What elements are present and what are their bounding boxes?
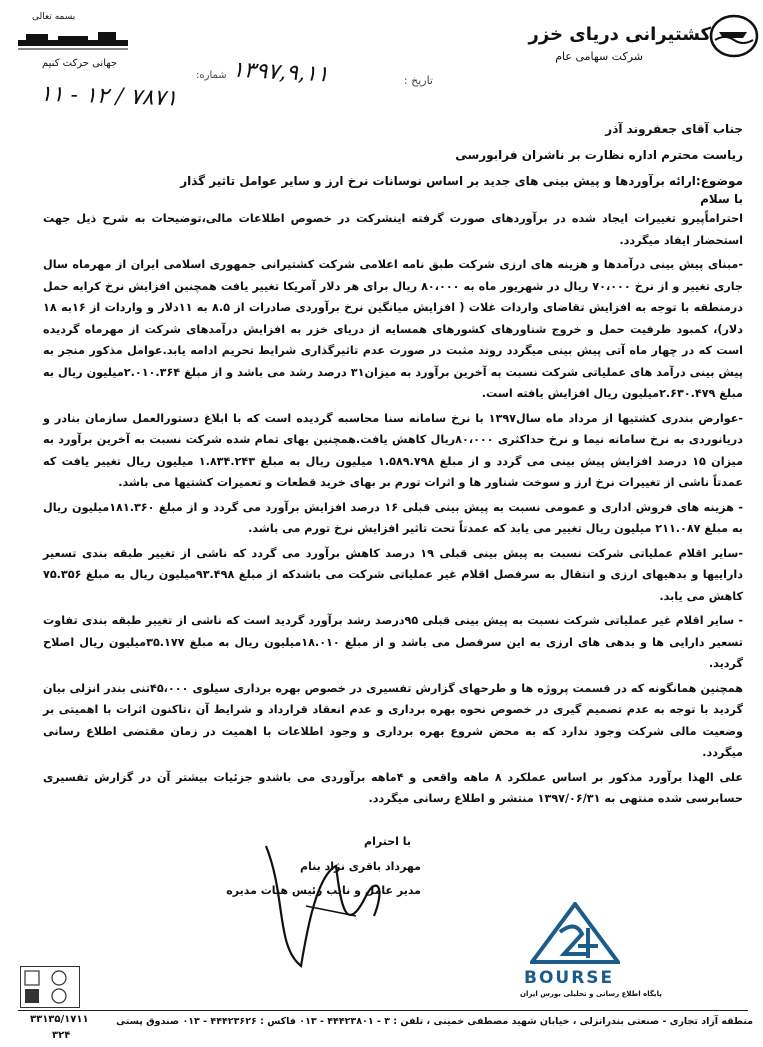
certification-stamps [20,966,80,1008]
reference-page: ۳۲۴ [52,1030,71,1041]
body-paragraph: -سایر اقلام عملیاتی شرکت نسبت به پیش بینی قبلی ۱۹ درصد کاهش برآورد می گردد که ناشی از تغییر طبقه بندی تسعیر داراییها و بدهیهای ارزی و انتقال به سرفصل اقلام غیر عملیاتی شرکت می باشدکه از مبلغ ۹۳.۴۹۸میلیون ریال به مبلغ ۷۵.۳۵۶ کاهش می یابد. [43,546,743,603]
recipient-title: ریاست محترم اداره نظارت بر ناشران فرابورسی [455,148,743,162]
body-paragraph: - سایر اقلام غیر عملیاتی شرکت نسبت به پیش بینی قبلی ۹۵درصد رشد برآورد گردید است که ناشی از تغییر طبقه بندی تفاوت تسعیر دارایی ها و بدهی های ارزی به این سرفصل می باشد و از مبلغ ۱۸.۰۱۰میلیون ریال به مبلغ ۳۵.۱۷۷میلیون ریال اصلاح گردید. [43,614,744,670]
company-name: کشتیرانی دریای خزر [528,24,711,45]
ship-wave-icon [709,14,759,58]
ship-caption: جهانی حرکت کنیم [42,58,118,69]
ship-icon [18,26,128,52]
letter-body [43,208,743,813]
number-label: شماره: [196,70,227,81]
bourse-emblem-icon [530,902,620,964]
letter-number: ۱۱ - ۱۲ / ۷۸۷۱ [39,81,178,112]
company-logo [709,14,759,62]
bourse-logo [530,902,620,964]
greeting: با سلام [700,192,743,206]
footer-address: منطقه آزاد تجاری - صنعتی بندرانزلی ، خیابان شهید مصطفی خمینی ، تلفن : ۳ - ۴۴۴۲۳۸۰۱ - ۰۱۳ فاکس : ۴۴۴۲۳۶۲۶ - ۰۱۳ صندوق پستی [116,1016,753,1027]
reference-number: ۳۳۱۳۵/۱۷۱۱ [30,1014,89,1025]
handwritten-signature [246,836,396,976]
body-paragraph: - هزینه های فروش اداری و عمومی نسبت به پیش بینی قبلی ۱۶ درصد افزایش برآورد می گردد و از مبلغ ۱۸۱.۳۶۰میلیون ریال به مبلغ ۲۱۱.۰۸۷ میلیون ریال تغییر می یابد که عمدتاً تحت تاثیر افزایش نرخ تورم می باشد. [43,500,743,535]
signatory-title: مدیر عامل و نایب رئیس هیات مدیره [226,884,421,897]
date-label: تاریخ : [403,74,433,87]
ship-emblem [18,26,128,52]
body-paragraph: -مبنای پیش بینی درآمدها و هزینه های ارزی شرکت طبق نامه اعلامی شرکت کشتیرانی جمهوری اسلامی ایران از مهرماه سال جاری تغییر و از نرخ ۷۰،۰۰۰ ریال در شهریور ماه به ۸۰،۰۰۰ ریال برای هر دلار آمریکا تغییر یافت همچنین افزایش نرخ کرایه حمل درمنطقه با توجه به افزایش تقاضای واردات غلات ( افزایش میانگین نرخ برآوردی صادرات از ۸.۵ به ۱۱دلار و واردات از ۱۶به ۱۸ دلار)، کمبود ظرفیت حمل و خروج شناورهای کشورهای همسایه از دریای خزر به افزایش درآمدهای شرکت از مهرماه گردیده است که در چهار ماه آتی پیش بینی میگردد روند مثبت در صورت عدم تاثیرگذاری شرایط تحریم ادامه یابد.عوامل مذکور منجر به پیش بینی درآمد های عملیاتی شرکت نسبت به آخرین برآورد به میزان۳۱ درصد رشد می باشد و از مبلغ ۲.۰۱۰.۳۶۴میلیون ریال به مبلغ ۲.۶۳۰.۴۷۹میلیون ریال افزایش یافته است. [43,258,744,400]
body-paragraph: -عوارض بندری کشتیها از مرداد ماه سال۱۳۹۷ با نرخ سامانه سنا محاسبه گردیده است که با ابلاغ دستورالعمل سازمان بنادر و دریانوردی به نرخ سامانه نیما و نرخ حداکثری ۸۰،۰۰۰ریال کاهش یافت.همچنین بهای تمام شده شرکت نسبت به آخرین برآورد به میزان ۱۵ درصد افزایش پیش بینی می گردد و از مبلغ ۱.۵۸۹.۷۹۸ میلیون ریال به مبلغ ۱.۸۳۴.۲۴۳ میلیون ریال تغییر یافت که عمدتاً ناشی از تغییرات نرخ ارز و سوخت شناور ها و اثرات تورم بر بهای خرید قطعات و تعمیرات کشتیها می باشد. [43,411,744,489]
bourse-tagline: پایگاه اطلاع رسانی و تحلیلی بورس ایران [520,990,662,998]
signature-closing: با احترام [364,835,411,848]
iso-certificate-icon [21,967,79,1007]
date-value: ۱۳۹۷,۹,۱۱ [231,57,330,88]
footer-divider [18,1010,748,1011]
signatory-name: مهرداد باقری نژاد بنام [299,860,421,873]
bourse-wordmark: BOURSE [524,968,615,988]
basmala: بسمه تعالی [32,12,76,22]
company-type: شرکت سهامی عام [555,50,643,63]
recipient: جناب آقای جعفروند آذر [605,122,743,136]
body-paragraph: احتراماًپیرو تغییرات ایجاد شده در برآوردهای صورت گرفته اینشرکت در خصوص اطلاعات مالی،توضیحات به شرح ذیل جهت استحضار ایفاد میگردد. [43,212,743,247]
body-paragraph: همچنین همانگونه که در قسمت پروژه ها و طرحهای گزارش تفسیری در خصوص بهره برداری سیلوی ۴۵،۰۰۰تنی بندر انزلی بیان گردید با توجه به عدم تصمیم گیری در خصوص نحوه بهره برداری و عدم انعقاد قرارداد و شرایط آن ،تاکنون اثرات با اهمیتی بر وضعیت مالی شرکت وجود ندارد که به محض شروع بهره برداری و وجود اطلاعات با اهمیت در زمان مقتضی اطلاع رسانی میگردد. [43,681,743,759]
body-paragraph: علی الهذا برآورد مذکور بر اساس عملکرد ۸ ماهه واقعی و ۴ماهه برآوردی می باشدو جزئیات بیشتر آن در گزارش تفسیری حسابرسی شده منتهی به ۱۳۹۷/۰۶/۳۱ منتشر و اطلاع رسانی میگردد. [43,770,743,805]
subject-line: موضوع:ارائه برآوردها و پیش بینی های جدید بر اساس نوسانات نرخ ارز و سایر عوامل تاثیر گذار [180,174,743,188]
